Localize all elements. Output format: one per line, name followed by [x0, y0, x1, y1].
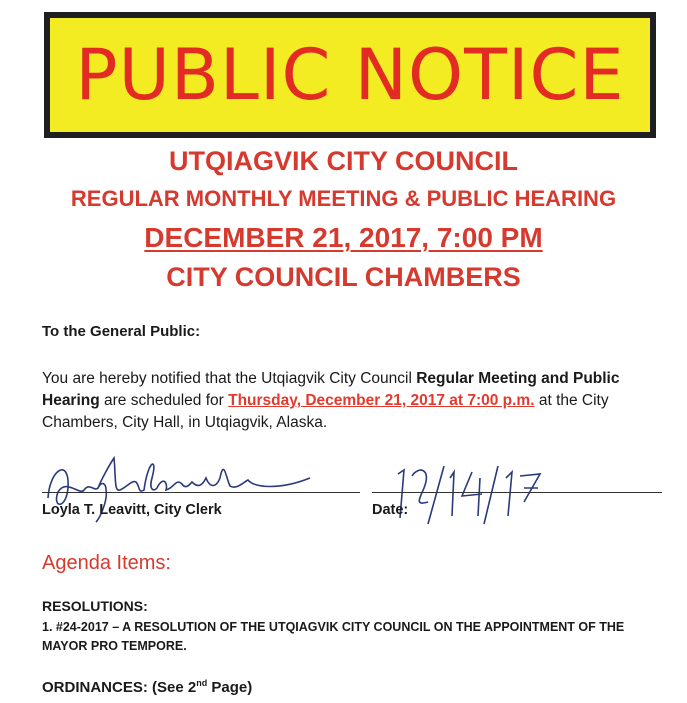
banner-title: PUBLIC NOTICE	[75, 34, 625, 116]
meeting-date-heading: DECEMBER 21, 2017, 7:00 PM	[144, 222, 543, 253]
clerk-label: Loyla T. Leavitt, City Clerk	[42, 502, 222, 518]
signature-line	[42, 492, 360, 493]
date-line	[372, 492, 662, 493]
paragraph-text-2: are scheduled for	[99, 392, 229, 409]
meeting-heading: REGULAR MONTHLY MEETING & PUBLIC HEARING	[70, 186, 617, 211]
agenda-heading: Agenda Items:	[42, 552, 171, 574]
meeting-date-link: Thursday, December 21, 2017 at 7:00 p.m.	[228, 392, 535, 409]
location-heading: CITY COUNCIL CHAMBERS	[166, 262, 521, 292]
date-label: Date:	[372, 502, 409, 518]
handwritten-date	[384, 458, 564, 528]
paragraph-bold-meeting: Regular Meeting and Public Hearing	[42, 370, 620, 409]
greeting: To the General Public:	[42, 323, 201, 340]
resolutions-label: RESOLUTIONS:	[42, 598, 148, 614]
council-heading: UTQIAGVIK CITY COUNCIL	[168, 146, 518, 176]
ordinances-prefix: ORDINANCES: (See 2	[42, 679, 197, 696]
public-notice-banner	[44, 12, 656, 138]
notice-paragraph	[42, 368, 672, 434]
banner-inner	[50, 18, 650, 132]
ordinances-sup: nd	[196, 678, 208, 688]
ordinances-suffix: Page)	[207, 679, 253, 696]
paragraph-text-1: You are hereby notified that the Utqiagvik City Council	[42, 370, 417, 387]
paragraph-text-3: at the City Chambers, City Hall, in Utqiagvik, Alaska.	[42, 392, 609, 431]
resolution-item: 1. #24-2017 – A RESOLUTION OF THE UTQIAGVIK CITY COUNCIL ON THE APPOINTMENT OF THE MAYOR PRO TEMPORE.	[42, 620, 625, 653]
ordinances-label	[42, 678, 252, 696]
